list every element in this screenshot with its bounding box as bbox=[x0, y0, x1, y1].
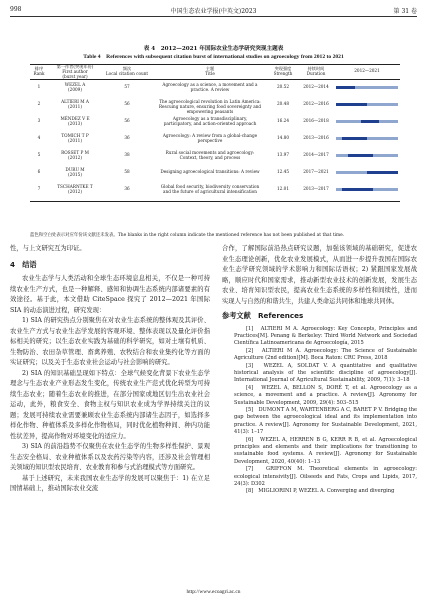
journal-title: 中国生态农业学报(中英文)2023 bbox=[170, 8, 257, 15]
page-number: 998 bbox=[10, 6, 22, 13]
references-heading: 参考文献 References bbox=[222, 311, 304, 320]
burst-segment bbox=[336, 103, 367, 106]
table-row bbox=[30, 98, 400, 115]
cell-author: TSCHARNTKE T (2012) bbox=[57, 184, 93, 194]
cell-period: 2016—2018 bbox=[303, 118, 329, 123]
reference-list bbox=[222, 326, 417, 496]
burst-timeline bbox=[336, 86, 398, 89]
paragraph: 3) SIA 的前沿趋势不仅聚焦在农业生态学的生物多样性保护、景观生态安全格局、农业种植体系以及农药污染等内容，还涉及社会管理相关领域的知识型农民培育、农业教育和参与式治理模式等方面研究。 bbox=[10, 443, 210, 471]
cell-strength: 20.48 bbox=[277, 101, 289, 106]
cell-title: Designing agroecological transitions: A review bbox=[160, 169, 260, 174]
burst-timeline bbox=[336, 171, 398, 174]
burst-segment bbox=[361, 120, 380, 123]
cell-freq: 57 bbox=[124, 84, 130, 89]
cell-period: 2012—2016 bbox=[303, 101, 329, 106]
reference-item: [1] ALTIERI M A. Agroecology: Key Concepts, Principles and Practices[M]. Penang & Berkeley: Third World Network and Sociedad Científica Latinoamericana de Agroecología, 2015 bbox=[234, 325, 417, 347]
th-period: 持续时间 Duration bbox=[306, 66, 326, 76]
table-row bbox=[30, 81, 400, 98]
reference-item: [3] WEZEL A, SOLDAT V. A quantitative and qualitative historical analysis of the scientific discipline of agroecology[J]. International Journal of Agricultural Sustainability, 2009, 7(1): 3–18 bbox=[234, 362, 417, 384]
burst-timeline bbox=[336, 120, 398, 123]
cell-freq: 38 bbox=[124, 152, 130, 157]
table-note: 蓝色和空白处表示对应年份该文献还未发表。The blanks in the right column indicate the mentioned reference has not been published at that time. bbox=[30, 233, 345, 238]
cell-rank: 4 bbox=[37, 135, 41, 140]
cell-author: ALTIERI M A (2011) bbox=[61, 99, 89, 109]
cell-freq: 36 bbox=[124, 135, 130, 140]
cell-strength: 13.97 bbox=[277, 152, 289, 157]
cell-period: 2014—2017 bbox=[303, 152, 329, 157]
table-bottom-rule bbox=[30, 201, 400, 202]
cell-freq: 56 bbox=[124, 118, 130, 123]
cell-title: The agroecological revolution in Latin America: Rescuing nature, ensuring food sovereignty and empowering peasants bbox=[158, 99, 262, 114]
paragraph: 1) SIA 的研究热点分别聚焦在对农业生态系统的整体观及其评价、农业生产方式与农业生态学发展的客观环境、整体表现以及量化评价指标相关的研究；以生态农业实践为基础的科学研究，如对土壤有机质、生物防治、农田杂草管理、畜禽养殖、农牧结合和农业集约化等方面的实证研究；以及关于生态农业社会运动与社会影响的研究。 bbox=[10, 317, 210, 366]
paragraph: 基于上述研究，未来我国农业生态学的发展可以聚焦于：1) 在立足国情基础上，推动国际农业交流 bbox=[10, 474, 210, 492]
cell-freq: 58 bbox=[124, 169, 130, 174]
burst-timeline bbox=[336, 103, 398, 106]
cell-strength: 20.52 bbox=[277, 84, 289, 89]
cell-title: Agroecology as a science, a movement and a practice. A review bbox=[162, 82, 258, 92]
burst-segment bbox=[342, 188, 373, 191]
cell-title: Agroecology as a transdisciplinary, participatory, and action-oriented approach bbox=[163, 116, 257, 126]
burst-timeline bbox=[336, 154, 398, 157]
cell-title: Rural social movements and agroecology: Context, theory, and process bbox=[165, 150, 255, 160]
table-caption-en: Table 4 References with subsequent citation burst of international studies on agroecology from 2012 to 2021 bbox=[83, 54, 344, 60]
right-column bbox=[222, 244, 417, 496]
footer-url[interactable]: http://www.ecoagri.ac.cn bbox=[186, 589, 241, 595]
paragraph-continuation: 合作，了解国际前沿热点研究议题，加强该领域的基础研究，促进农业生态理论创新，优化农业发展模式，从而进一步提升我国在国际农业生态学研究领域的学术影响力和国际话语权；2) 紧跟国家发展战略，顺应时代和国家需求，推动新型农业技术的创新发展，发展生态农业、培育知识型农民，提高农业生态系统的多样性和间续性，进而实现人与自然的和谐共生，共建人类命运共同体和地球共同体。 bbox=[222, 245, 417, 305]
cell-author: ROSSET P M (2012) bbox=[61, 150, 89, 160]
burst-segment bbox=[336, 86, 355, 89]
reference-item: [7] GRIFFON M. Theoretical elements in agroecology: ecological intensivity[J]. Oilseeds and Fats, Crops and Lipids, 2017, 24(3): D302 bbox=[234, 466, 417, 488]
cell-rank: 2 bbox=[37, 101, 41, 106]
left-column bbox=[10, 244, 210, 495]
paragraph: 农业生态学与人类活动和全球生态环境息息相关，不仅是一种可持续农业生产方式，也是一种解释、感知和协调生态系统内部诸要素的有效途径。基于此，本文借助 CiteSpace 探究了 2012—2021 年国际 SIA 的动态演进过程，研究发现： bbox=[10, 275, 210, 314]
table-row bbox=[30, 166, 400, 183]
th-author: 第一作者(突现年份) First author (burst year) bbox=[56, 64, 94, 79]
th-title: 主题 Title bbox=[205, 66, 215, 76]
cell-title: Agroecology: A review from a global-change perspective bbox=[162, 133, 258, 143]
burst-segment bbox=[367, 171, 398, 174]
cell-strength: 12.45 bbox=[277, 169, 289, 174]
table-caption-cn: 表 4 2012—2021 年国际农业生态学研究突现主题表 bbox=[143, 46, 284, 52]
cell-author: WEZEL A (2009) bbox=[64, 82, 86, 92]
reference-item: [2] ALTIERI M A. Agroecology: The Science of Sustainable Agriculture (2nd edition)[M]. Boca Raton: CRC Press, 2018 bbox=[234, 347, 417, 362]
cell-author: DURU M (2015) bbox=[65, 167, 85, 177]
header-rule bbox=[10, 16, 417, 17]
reference-item: [8] MIGLIORINI P, WEZEL A. Converging and diverging bbox=[246, 488, 395, 495]
cell-period: 2013—2017 bbox=[303, 186, 329, 191]
table-row bbox=[30, 149, 400, 166]
cell-author: MÉNDEZ V E (2013) bbox=[60, 116, 90, 126]
cell-rank: 3 bbox=[37, 118, 41, 123]
burst-segment bbox=[348, 154, 373, 157]
burst-segment bbox=[342, 137, 367, 140]
reference-item: [6] WEZEL A, HERREN B G, KERR R B, et al. Agroecological principles and elements and their implications for transitioning to sustainable food systems. A review[J]. Agronomy for Sustainable Development, 2020, 40(40): 1–13 bbox=[234, 436, 417, 465]
cell-strength: 14.80 bbox=[277, 135, 289, 140]
reference-item: [4] WEZEL A, BELLON S, DORÉ T, et al. Agroecology as a science, a movement and a practice. A review[J]. Agronomy for Sustainable Development, 2009, 29(4): 503–515 bbox=[234, 384, 417, 406]
th-freq: 频次 Local citation count bbox=[105, 66, 149, 76]
th-strength: 突现强度 Strength bbox=[273, 66, 293, 76]
table-row bbox=[30, 115, 400, 132]
section-heading-conclusion: 4 结语 bbox=[10, 259, 37, 269]
reference-item: [5] DUMONT A M, WARTENBERG A C, BARET P V. Bridging the gap between the agroecological ideal and its implementation into practice. A review[J]. Agronomy for Sustainable Development, 2021, 41(3): 1–17 bbox=[234, 406, 417, 436]
burst-timeline bbox=[336, 188, 398, 191]
table-row bbox=[30, 132, 400, 149]
volume-label: 第 31 卷 bbox=[393, 8, 417, 15]
cell-freq: 36 bbox=[124, 186, 130, 191]
cell-rank: 5 bbox=[37, 152, 41, 157]
cell-rank: 1 bbox=[37, 84, 41, 89]
cell-strength: 12.01 bbox=[277, 186, 289, 191]
paragraph: 2) SIA 的知识基础呈现如下特点：全球气候变化背景下农业生态学理念与生态农业产业形态发生变化，传统农业生产范式优化转型为可持续生态农业；随着生态农业的推进，在部分国家或地区衍生出农业社会运动，此外，粮食安全、食物主权与知识农业成为学界持续关注的议题；发展可持续农业需要兼顾农业生态系统内部诸生态因子，如选择多样化作物、种植体系及多样化作物格局，同时优化植物种间、种内功能性状差异，提高作物对环境变化的适应力。 bbox=[10, 369, 210, 440]
th-rank: 排序 Rank bbox=[33, 66, 45, 76]
cell-period: 2013—2016 bbox=[303, 135, 329, 140]
cell-title: Global food security, biodiversity conservation and the future of agricultural intensification bbox=[160, 184, 260, 194]
cell-rank: 6 bbox=[37, 169, 41, 174]
paragraph-continuation: 性，与上文研究互为印证。 bbox=[10, 245, 86, 252]
running-header bbox=[10, 6, 417, 16]
burst-timeline bbox=[336, 137, 398, 140]
cell-author: TOMICH T P (2011) bbox=[61, 133, 89, 143]
cell-strength: 16.24 bbox=[277, 118, 289, 123]
cell-period: 2017—2021 bbox=[303, 169, 329, 174]
table-header-rule bbox=[30, 79, 400, 80]
cell-rank: 7 bbox=[37, 186, 41, 191]
table-row bbox=[30, 183, 400, 200]
th-years: 2012—2021 bbox=[354, 68, 380, 73]
cell-period: 2012—2014 bbox=[303, 84, 329, 89]
cell-freq: 56 bbox=[124, 101, 130, 106]
